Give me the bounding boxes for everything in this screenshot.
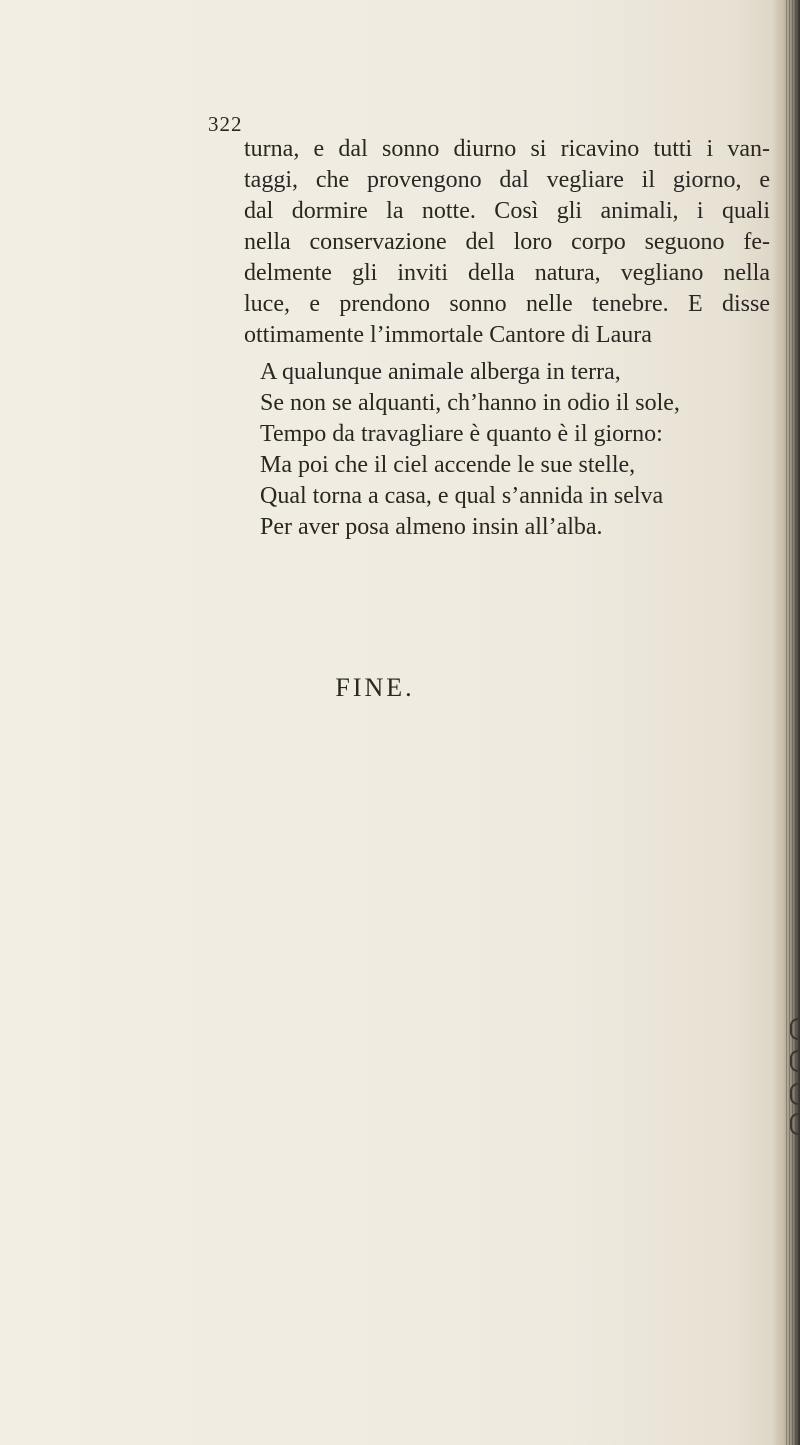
verse-line: Tempo da travagliare è quanto è il giorno: bbox=[260, 421, 663, 447]
edge-mark bbox=[790, 1083, 798, 1105]
prose-line: nella conservazione del loro corpo seguono fe- bbox=[244, 229, 770, 255]
verse-line: Per aver posa almeno insin all’alba. bbox=[260, 514, 603, 540]
page-edge-texture bbox=[786, 0, 796, 1445]
edge-mark bbox=[790, 1113, 798, 1135]
verse-quotation bbox=[260, 357, 760, 543]
prose-line: luce, e prendono sonno nelle tenebre. E disse bbox=[244, 291, 770, 317]
prose-line: dal dormire la notte. Così gli animali, i quali bbox=[244, 198, 770, 224]
prose-line: ottimamente l’immortale Cantore di Laura bbox=[244, 322, 652, 348]
prose-line: taggi, che provengono dal vegliare il giorno, e bbox=[244, 167, 770, 193]
end-text: FINE. bbox=[335, 673, 415, 702]
verse-line: A qualunque animale alberga in terra, bbox=[260, 359, 621, 385]
edge-mark bbox=[790, 1018, 798, 1040]
prose-paragraph bbox=[244, 134, 770, 351]
verse-line: Ma poi che il ciel accende le sue stelle, bbox=[260, 452, 636, 478]
verse-line: Se non se alquanti, ch’hanno in odio il sole, bbox=[260, 390, 680, 416]
prose-line: delmente gli inviti della natura, vegliano nella bbox=[244, 260, 770, 286]
verse-line: Qual torna a casa, e qual s’annida in selva bbox=[260, 483, 664, 509]
page-number: 322 bbox=[208, 112, 243, 136]
prose-line: turna, e dal sonno diurno si ricavino tutti i van- bbox=[244, 136, 770, 162]
end-marker bbox=[0, 673, 800, 703]
edge-mark bbox=[790, 1050, 798, 1072]
